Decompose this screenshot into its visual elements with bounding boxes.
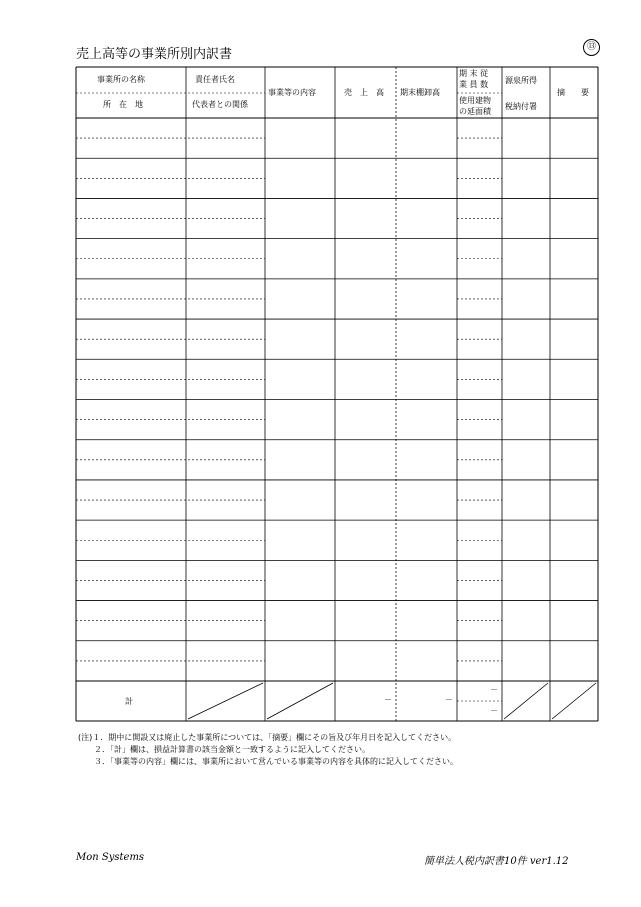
header-relation: 代表者との関係 [192, 100, 248, 109]
header-sales: 売 上 高 [344, 88, 384, 97]
header-office-name: 事業所の名称 [97, 75, 145, 84]
footer-left: Mon Systems [76, 852, 145, 863]
header-building-2: の延面積 [459, 107, 491, 116]
footer-right: 簡単法人税内訳書10件 ver1.12 [424, 856, 569, 867]
header-business: 事業等の内容 [268, 88, 316, 97]
header-inventory: 期末棚卸高 [400, 88, 440, 97]
page-title: 売上高等の事業所別内訳書 [76, 47, 233, 62]
grid-line [267, 683, 333, 719]
header-location: 所 在 地 [103, 100, 143, 109]
notes [78, 732, 458, 768]
total-inventory: － [445, 695, 453, 704]
note-3: ３．「事業等の内容」欄には、事業所において営んでいる事業等の内容を具体的に記入してください。 [94, 757, 458, 766]
header-summary: 摘 要 [557, 88, 589, 97]
header-responsible-name: 責任者氏名 [195, 75, 235, 84]
note-1: (注)１．期中に開設又は廃止した事業所については、「摘要」欄にその旨及び年月日を記入してください。 [78, 733, 457, 742]
total-area: － [490, 706, 498, 715]
note-2: ２．「計」欄は、損益計算書の該当金額と一致するように記入してください。 [94, 745, 370, 754]
grid-line [552, 683, 596, 719]
header-employees-1: 期 末 従 [459, 69, 489, 78]
form-number: ⑬ [583, 39, 600, 56]
total-sales: － [384, 695, 392, 704]
header-withholding-1: 源泉所得 [505, 76, 537, 85]
header-employees-2: 業 員 数 [459, 80, 489, 89]
grid-line [188, 683, 263, 719]
total-label: 計 [125, 697, 133, 706]
header-building-1: 使用建物 [459, 96, 491, 105]
total-employees: － [490, 685, 498, 694]
header-withholding-2: 税納付署 [505, 102, 537, 111]
grid-line [504, 683, 548, 719]
